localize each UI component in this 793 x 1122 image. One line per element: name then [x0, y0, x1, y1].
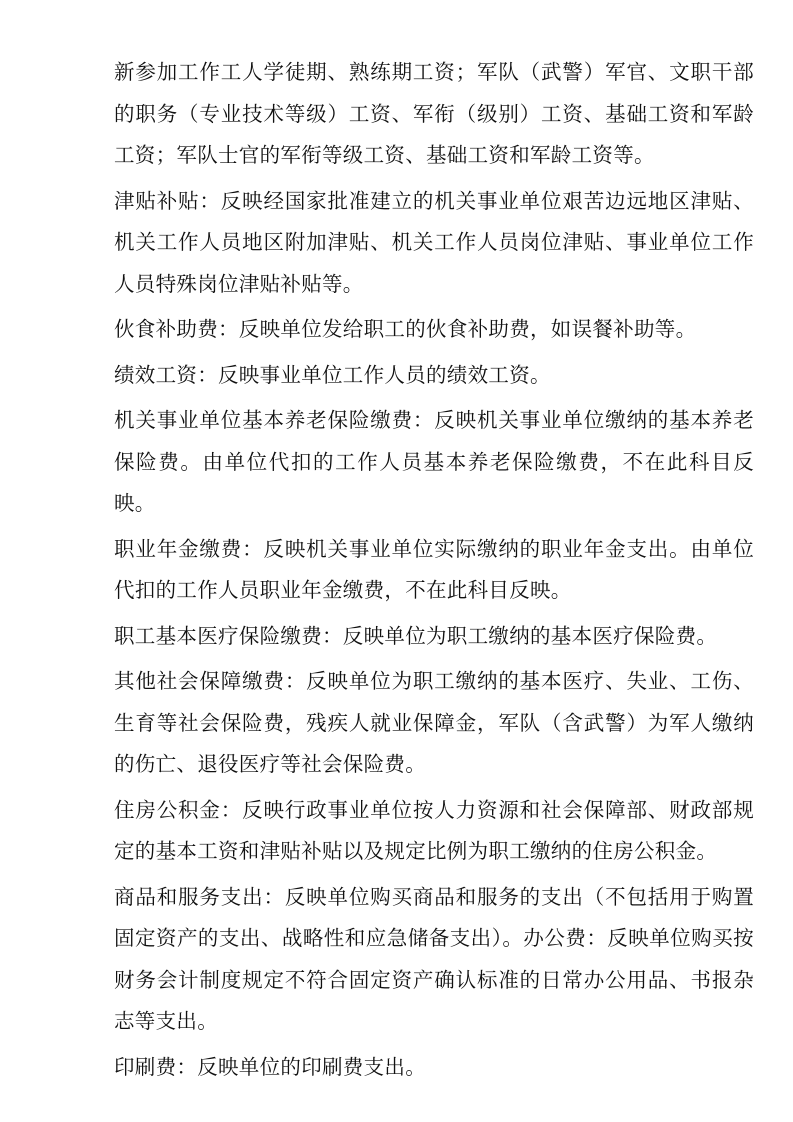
paragraph-pension-insurance: 机关事业单位基本养老保险缴费：反映机关事业单位缴纳的基本养老保险费。由单位代扣的工作人员基本养老保险缴费，不在此科目反映。 — [114, 408, 754, 515]
paragraph-housing-fund: 住房公积金：反映行政事业单位按人力资源和社会保障部、财政部规定的基本工资和津贴补贴以及规定比例为职工缴纳的住房公积金。 — [114, 797, 754, 863]
paragraph-goods-services: 商品和服务支出：反映单位购买商品和服务的支出（不包括用于购置固定资产的支出、战略性和应急储备支出）。办公费：反映单位购买按财务会计制度规定不符合固定资产确认标准的日常办公用品、书报杂志等支出。 — [114, 884, 754, 1033]
paragraph-meal-subsidy: 伙食补助费：反映单位发给职工的伙食补助费，如误餐补助等。 — [114, 317, 697, 341]
paragraph-allowances: 津贴补贴：反映经国家批准建立的机关事业单位艰苦边远地区津贴、机关工作人员地区附加津贴、机关工作人员岗位津贴、事业单位工作人员特殊岗位津贴补贴等。 — [114, 188, 754, 296]
paragraph-wage-scope: 新参加工作工人学徒期、熟练期工资；军队（武警）军官、文职干部的职务（专业技术等级）工资、军衔（级别）工资、基础工资和军龄工资；军队士官的军衔等级工资、基础工资和军龄工资等。 — [114, 60, 754, 167]
document-body — [114, 52, 754, 1092]
paragraph-medical-insurance: 职工基本医疗保险缴费：反映单位为职工缴纳的基本医疗保险费。 — [114, 623, 718, 648]
paragraph-printing-fee: 印刷费：反映单位的印刷费支出。 — [114, 1054, 426, 1079]
paragraph-occupational-annuity: 职业年金缴费：反映机关事业单位实际缴纳的职业年金支出。由单位代扣的工作人员职业年金缴费，不在此科目反映。 — [114, 536, 754, 602]
paragraph-other-social-security: 其他社会保障缴费：反映单位为职工缴纳的基本医疗、失业、工伤、生育等社会保险费，残疾人就业保障金，军队（含武警）为军人缴纳的伤亡、退役医疗等社会保险费。 — [114, 669, 754, 776]
paragraph-performance-pay: 绩效工资：反映事业单位工作人员的绩效工资。 — [114, 362, 551, 387]
